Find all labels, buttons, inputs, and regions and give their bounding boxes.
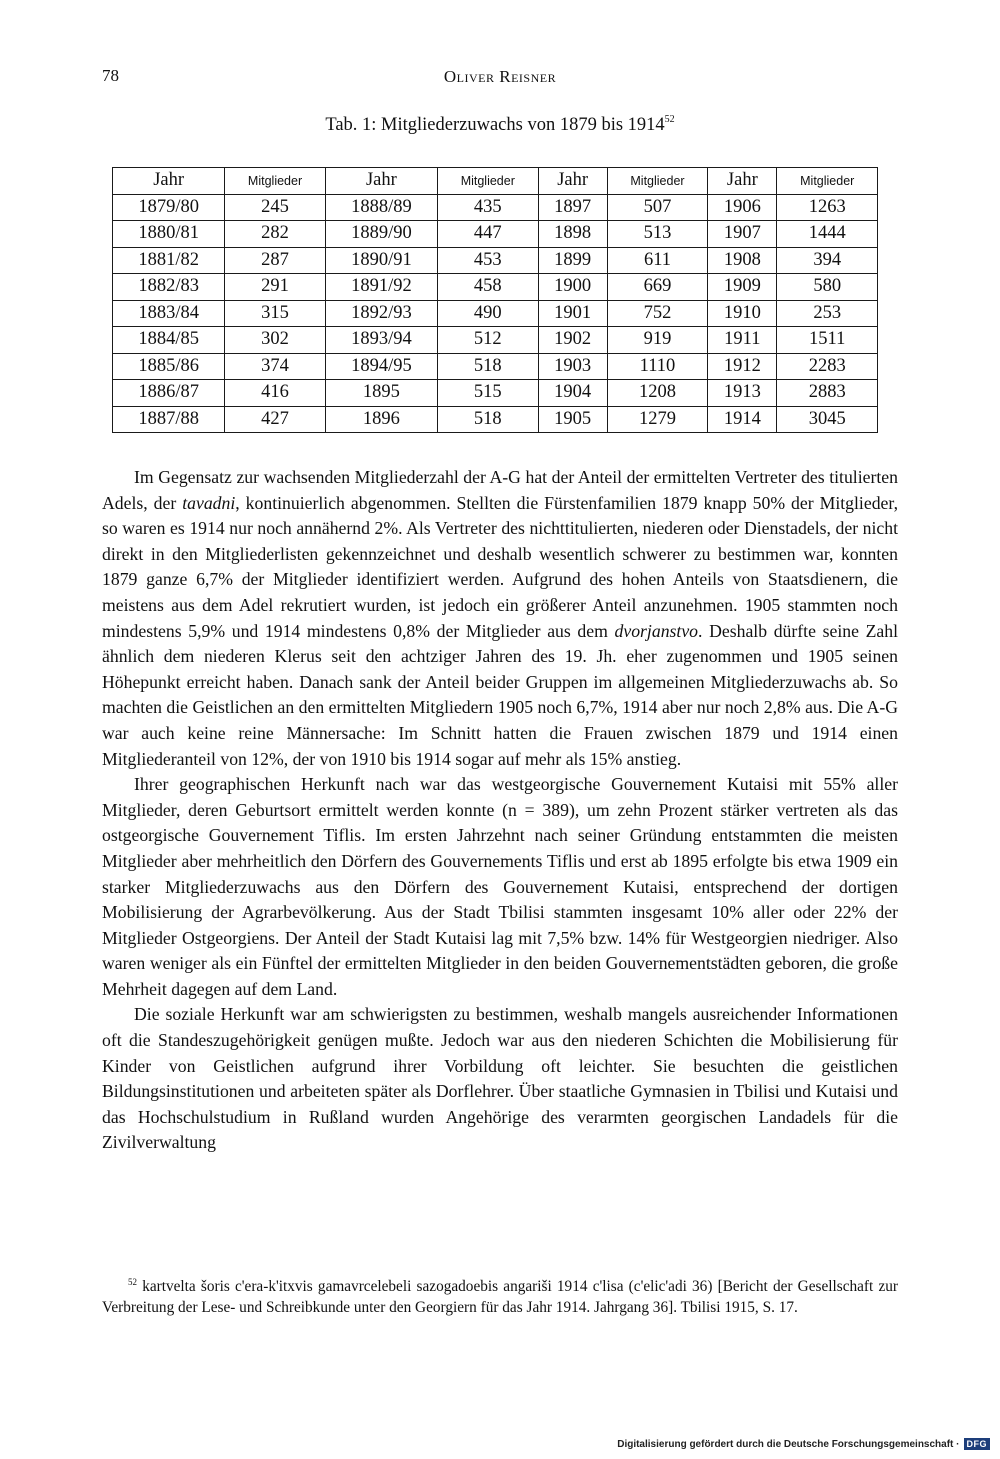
members-cell: 1208 xyxy=(607,380,708,407)
year-cell: 1901 xyxy=(538,300,607,327)
table-body xyxy=(113,194,878,433)
year-cell: 1909 xyxy=(708,274,777,301)
members-cell: 580 xyxy=(777,274,878,301)
col-header-members: Mitglieder xyxy=(225,168,326,195)
year-cell: 1899 xyxy=(538,247,607,274)
members-cell: 1279 xyxy=(607,406,708,433)
members-cell: 515 xyxy=(438,380,539,407)
year-cell: 1885/86 xyxy=(113,353,225,380)
body-text xyxy=(102,465,898,1156)
digitization-stamp xyxy=(617,1438,990,1450)
members-cell: 490 xyxy=(438,300,539,327)
members-cell: 1444 xyxy=(777,221,878,248)
year-cell: 1882/83 xyxy=(113,274,225,301)
members-cell: 2283 xyxy=(777,353,878,380)
year-cell: 1914 xyxy=(708,406,777,433)
page-number: 78 xyxy=(102,66,119,85)
members-cell: 1511 xyxy=(777,327,878,354)
year-cell: 1880/81 xyxy=(113,221,225,248)
footnote xyxy=(102,1272,898,1318)
table-caption xyxy=(102,114,898,136)
paragraph xyxy=(102,465,898,772)
members-cell: 291 xyxy=(225,274,326,301)
members-cell: 512 xyxy=(438,327,539,354)
year-cell: 1886/87 xyxy=(113,380,225,407)
table-row xyxy=(113,353,878,380)
year-cell: 1906 xyxy=(708,194,777,221)
members-cell: 245 xyxy=(225,194,326,221)
members-cell: 427 xyxy=(225,406,326,433)
page-header xyxy=(102,66,898,92)
year-cell: 1893/94 xyxy=(325,327,437,354)
table-row xyxy=(113,194,878,221)
year-cell: 1912 xyxy=(708,353,777,380)
year-cell: 1903 xyxy=(538,353,607,380)
table-caption-text: Tab. 1: Mitgliederzuwachs von 1879 bis 1914 xyxy=(325,115,665,135)
members-cell: 394 xyxy=(777,247,878,274)
paragraph-text: , kontinuierlich abgenommen. Stellten die Fürstenfamilien 1879 knapp 50% der Mitglieder, so waren es 1914 nur noch annähernd 2%. Als Vertreter des nichttitulierten, niederen oder Dienstadels, der nicht direkt in den Mitgliederlisten gekennzeichnet und deshalb wesentlich schwerer zu bestimmen war, konnten 1879 ganze 6,7% der Mitglieder identifiziert werden. Aufgrund des hohen Anteils von Staatsdienern, die meistens aus dem Adel rekrutiert wurden, ist jedoch ein größerer Anteil anzunehmen. 1905 stammten noch mindestens 5,9% und 1914 mindestens 0,8% der Mitglieder aus dem xyxy=(102,492,898,641)
dfg-logo: DFG xyxy=(964,1438,991,1450)
table-header-row xyxy=(113,168,878,195)
running-head-author: Oliver Reisner xyxy=(443,67,557,86)
footnote-ref: 52 xyxy=(664,114,675,125)
table-row xyxy=(113,327,878,354)
col-header-year: Jahr xyxy=(708,168,777,195)
members-cell: 507 xyxy=(607,194,708,221)
paragraph-text: Im Gegensatz zur wachsenden Mitgliederzahl der A-G hat der Anteil der ermittelten Vertreter des titulierten Adels, der xyxy=(102,467,898,513)
members-cell: 302 xyxy=(225,327,326,354)
year-cell: 1890/91 xyxy=(325,247,437,274)
members-cell: 2883 xyxy=(777,380,878,407)
members-cell: 669 xyxy=(607,274,708,301)
table-row xyxy=(113,221,878,248)
table-row xyxy=(113,406,878,433)
col-header-members: Mitglieder xyxy=(438,168,539,195)
italic-term: tavadni xyxy=(182,492,236,513)
members-table xyxy=(112,167,878,433)
members-cell: 416 xyxy=(225,380,326,407)
year-cell: 1892/93 xyxy=(325,300,437,327)
members-cell: 253 xyxy=(777,300,878,327)
year-cell: 1894/95 xyxy=(325,353,437,380)
footnote-number: 52 xyxy=(128,1277,137,1287)
col-header-year: Jahr xyxy=(325,168,437,195)
members-cell: 1263 xyxy=(777,194,878,221)
year-cell: 1904 xyxy=(538,380,607,407)
members-cell: 513 xyxy=(607,221,708,248)
paragraph: Die soziale Herkunft war am schwierigsten zu bestimmen, weshalb mangels ausreichender Informationen oft die Standeszugehörigkeit genügen mußte. Jedoch war aus den niederen Schichten die Mobilisierung für Kinder von Geistlichen aufgrund ihrer Vorbildung oft leichter. Sie besuchten die geistlichen Bildungsinstitutionen und arbeiteten später als Dorflehrer. Über staatliche Gymnasien in Tbilisi und Kutaisi und das Hochschulstudium in Rußland wurden Angehörige des verarmten georgischen Landadels für die Zivilverwaltung xyxy=(102,1004,898,1153)
paragraph-text: . Deshalb dürfte seine Zahl ähnlich dem niederen Klerus seit den achtziger Jahren des 19. Jh. eher zugenommen und 1905 seinen Höhepunkt erreicht haben. Danach sank der Anteil beider Gruppen im allgemeinen Mitgliederzuwachs ab. So machten die Geistlichen an den ermittelten Mitgliedern 1905 noch 6,7%, 1914 aber nur noch 2,8% aus. Die A-G war auch keine reine Männersache: Im Schnitt hatten die Frauen zwischen 1879 und 1914 einen Mitgliederanteil von 12%, der von 1910 bis 1914 sogar auf mehr als 15% anstieg. xyxy=(102,620,898,769)
stamp-text: Digitalisierung gefördert durch die Deutsche Forschungsgemeinschaft · xyxy=(617,1438,960,1450)
members-cell: 518 xyxy=(438,353,539,380)
col-header-members: Mitglieder xyxy=(607,168,708,195)
members-cell: 374 xyxy=(225,353,326,380)
col-header-year: Jahr xyxy=(538,168,607,195)
year-cell: 1898 xyxy=(538,221,607,248)
year-cell: 1895 xyxy=(325,380,437,407)
members-cell: 315 xyxy=(225,300,326,327)
table-row xyxy=(113,380,878,407)
members-cell: 458 xyxy=(438,274,539,301)
year-cell: 1907 xyxy=(708,221,777,248)
year-cell: 1897 xyxy=(538,194,607,221)
table-row xyxy=(113,300,878,327)
year-cell: 1884/85 xyxy=(113,327,225,354)
members-cell: 752 xyxy=(607,300,708,327)
year-cell: 1905 xyxy=(538,406,607,433)
col-header-year: Jahr xyxy=(113,168,225,195)
year-cell: 1896 xyxy=(325,406,437,433)
members-cell: 611 xyxy=(607,247,708,274)
year-cell: 1908 xyxy=(708,247,777,274)
members-cell: 435 xyxy=(438,194,539,221)
members-cell: 447 xyxy=(438,221,539,248)
members-cell: 919 xyxy=(607,327,708,354)
members-cell: 282 xyxy=(225,221,326,248)
year-cell: 1888/89 xyxy=(325,194,437,221)
year-cell: 1911 xyxy=(708,327,777,354)
table-row xyxy=(113,274,878,301)
year-cell: 1900 xyxy=(538,274,607,301)
year-cell: 1891/92 xyxy=(325,274,437,301)
year-cell: 1910 xyxy=(708,300,777,327)
year-cell: 1881/82 xyxy=(113,247,225,274)
year-cell: 1902 xyxy=(538,327,607,354)
year-cell: 1883/84 xyxy=(113,300,225,327)
table-row xyxy=(113,247,878,274)
members-cell: 1110 xyxy=(607,353,708,380)
italic-term: dvorjanstvo xyxy=(614,620,699,641)
year-cell: 1879/80 xyxy=(113,194,225,221)
col-header-members: Mitglieder xyxy=(777,168,878,195)
footnote-text: kartvelta šoris c'era-k'itxvis gamavrcelebeli sazogadoebis angariši 1914 c'lisa (c'elic'adi 36) [Bericht der Gesellschaft zur Verbreitung der Lese- und Schreibkunde unter den Georgiern für das Jahr 1914. Jahrgang 36]. Tbilisi 1915, S. 17. xyxy=(102,1278,898,1316)
members-cell: 453 xyxy=(438,247,539,274)
members-cell: 3045 xyxy=(777,406,878,433)
members-cell: 518 xyxy=(438,406,539,433)
paragraph: Ihrer geographischen Herkunft nach war das westgeorgische Gouvernement Kutaisi mit 55% aller Mitglieder, deren Geburtsort ermittelt werden konnte (n = 389), um zehn Prozent stärker vertreten als das ostgeorgische Gouvernement Tiflis. Im ersten Jahrzehnt nach seiner Gründung entstammten die meisten Mitglieder aber mehrheitlich den Dörfern des Gouvernements Tiflis und erst ab 1895 erfolgte bis etwa 1909 ein starker Mitgliederzuwachs aus den Dörfern des Gouvernement Kutaisi, entsprechend der dortigen Mobilisierung der Agrarbevölkerung. Aus der Stadt Tbilisi stammten insgesamt 10% aller oder 22% der Mitglieder Ostgeorgiens. Der Anteil der Stadt Kutaisi lag mit 7,5% bzw. 14% für Westgeorgien niedriger. Also waren weniger als ein Fünftel der ermittelten Mitglieder in den beiden Gouvernementstädten geboren, die große Mehrheit dagegen auf dem Land. xyxy=(102,774,898,999)
year-cell: 1889/90 xyxy=(325,221,437,248)
year-cell: 1913 xyxy=(708,380,777,407)
members-cell: 287 xyxy=(225,247,326,274)
year-cell: 1887/88 xyxy=(113,406,225,433)
